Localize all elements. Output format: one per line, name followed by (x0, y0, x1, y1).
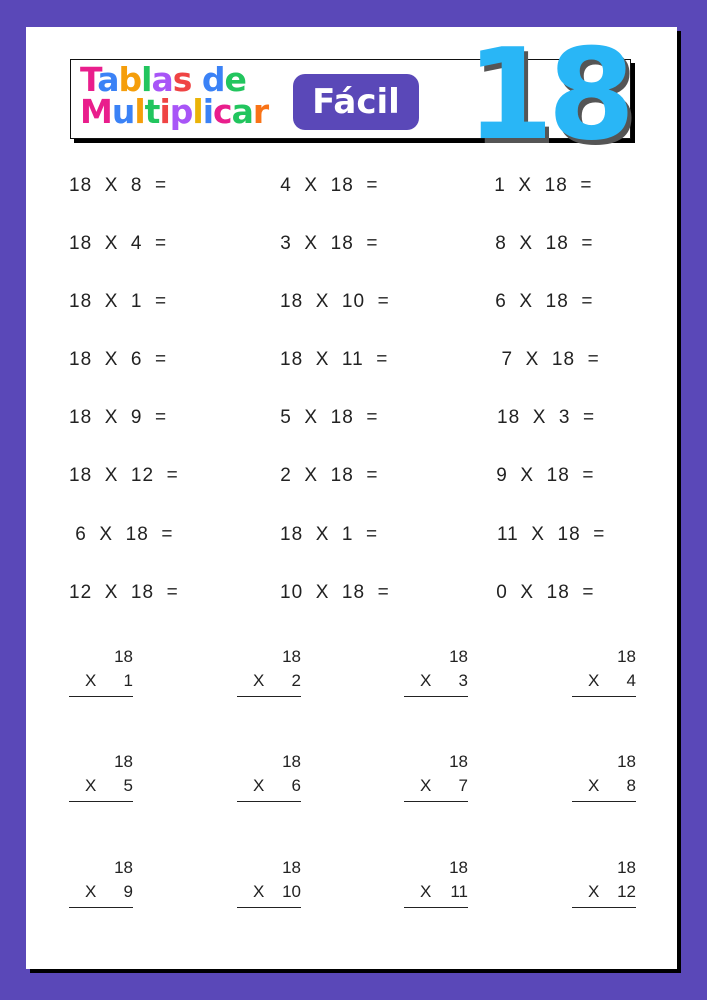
multiplier: 12 (617, 882, 636, 901)
title-letter: t (144, 92, 160, 131)
difficulty-badge: Fácil (293, 74, 419, 130)
equation: 18 X 8 = (69, 175, 168, 196)
multiplicand: 18 (449, 752, 468, 771)
title-letter: s (172, 60, 192, 99)
equation: 18 X 10 = (280, 291, 390, 312)
equation: 9 X 18 = (490, 465, 595, 486)
answer-line (404, 801, 468, 802)
multiplicand: 18 (114, 647, 133, 666)
vertical-problem (404, 645, 468, 697)
answer-line (69, 801, 133, 802)
title-letter: a (97, 60, 119, 99)
worksheet-page (26, 21, 677, 969)
times-sign: X (85, 776, 97, 795)
title-letter: e (224, 60, 246, 99)
times-sign: X (85, 671, 97, 690)
answer-line (404, 907, 468, 908)
equation: 12 X 18 = (69, 582, 179, 603)
multiplier: 4 (626, 671, 636, 690)
vertical-problem (237, 645, 301, 697)
title-line-2 (80, 92, 269, 131)
answer-line (572, 907, 636, 908)
title-letter: l (134, 92, 145, 131)
equation: 8 X 18 = (489, 233, 594, 254)
times-sign: X (253, 882, 265, 901)
equation: 18 X 6 = (69, 349, 168, 370)
equation: 3 X 18 = (274, 233, 379, 254)
equation: 5 X 18 = (274, 407, 379, 428)
answer-line (572, 696, 636, 697)
equation: 18 X 3 = (497, 407, 596, 428)
multiplier: 9 (123, 882, 133, 901)
equation: 2 X 18 = (274, 465, 379, 486)
table-number: 18 (466, 21, 630, 168)
times-sign: X (588, 776, 600, 795)
title-letter: d (201, 60, 225, 99)
multiplicand: 18 (282, 858, 301, 877)
multiplier: 2 (291, 671, 301, 690)
multiplier: 11 (450, 882, 468, 901)
answer-line (69, 907, 133, 908)
answer-line (69, 696, 133, 697)
title-letter: l (141, 60, 152, 99)
equation: 18 X 11 = (280, 349, 389, 370)
equation: 10 X 18 = (280, 582, 390, 603)
answer-line (404, 696, 468, 697)
equation: 7 X 18 = (489, 349, 600, 370)
equation: 0 X 18 = (490, 582, 595, 603)
times-sign: X (253, 776, 265, 795)
multiplier: 8 (626, 776, 636, 795)
vertical-problem (69, 856, 133, 908)
equation: 6 X 18 = (69, 524, 174, 545)
vertical-problem (237, 750, 301, 802)
equation: 11 X 18 = (497, 524, 606, 545)
multiplicand: 18 (617, 858, 636, 877)
title-letter: a (231, 92, 253, 131)
multiplicand: 18 (114, 858, 133, 877)
times-sign: X (588, 882, 600, 901)
multiplicand: 18 (282, 752, 301, 771)
multiplicand: 18 (449, 647, 468, 666)
title-letter: r (252, 92, 269, 131)
vertical-problem (572, 645, 636, 697)
title-letter: p (169, 92, 193, 131)
times-sign: X (420, 882, 432, 901)
title-letter: i (202, 92, 213, 131)
vertical-problem (572, 856, 636, 908)
times-sign: X (85, 882, 97, 901)
vertical-problem (404, 856, 468, 908)
title-letter: l (192, 92, 203, 131)
answer-line (572, 801, 636, 802)
multiplier: 6 (291, 776, 301, 795)
equation: 18 X 1 = (69, 291, 168, 312)
title-letter: c (213, 92, 232, 131)
vertical-problem (69, 750, 133, 802)
multiplier: 7 (458, 776, 468, 795)
equation: 4 X 18 = (274, 175, 379, 196)
equation: 18 X 9 = (69, 407, 168, 428)
equation: 18 X 4 = (69, 233, 168, 254)
equation: 6 X 18 = (489, 291, 594, 312)
title-letter: T (80, 60, 98, 99)
multiplier: 1 (123, 671, 133, 690)
answer-line (237, 801, 301, 802)
title-letter: b (118, 60, 142, 99)
vertical-problem (69, 645, 133, 697)
times-sign: X (253, 671, 265, 690)
answer-line (237, 907, 301, 908)
equation: 18 X 1 = (280, 524, 379, 545)
multiplicand: 18 (617, 752, 636, 771)
equation: 1 X 18 = (488, 175, 593, 196)
times-sign: X (420, 776, 432, 795)
vertical-problem (404, 750, 468, 802)
title-letter: a (151, 60, 173, 99)
title-letter: M (80, 92, 112, 131)
times-sign: X (588, 671, 600, 690)
vertical-problem (237, 856, 301, 908)
vertical-problem (572, 750, 636, 802)
multiplicand: 18 (282, 647, 301, 666)
multiplicand: 18 (617, 647, 636, 666)
multiplicand: 18 (449, 858, 468, 877)
worksheet-title (80, 60, 269, 131)
title-letter: i (159, 92, 170, 131)
times-sign: X (420, 671, 432, 690)
equation: 18 X 12 = (69, 465, 179, 486)
multiplier: 10 (282, 882, 301, 901)
multiplicand: 18 (114, 752, 133, 771)
answer-line (237, 696, 301, 697)
multiplier: 5 (123, 776, 133, 795)
title-letter: u (111, 92, 135, 131)
multiplier: 3 (458, 671, 468, 690)
